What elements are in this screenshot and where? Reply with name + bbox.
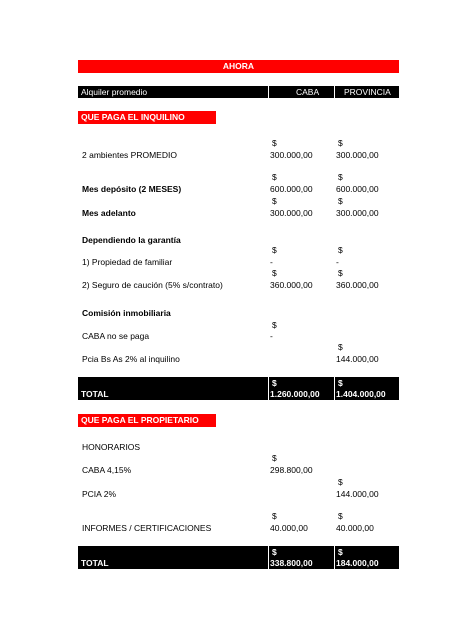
caba-value: 600.000,00	[270, 184, 313, 194]
caba-value: 300.000,00	[270, 208, 313, 218]
column-separator	[334, 86, 335, 98]
provincia-currency: $	[338, 342, 343, 352]
provincia-value: 300.000,00	[336, 208, 379, 218]
provincia-value: -	[336, 257, 339, 267]
column-separator	[268, 86, 269, 98]
row-label-seguro: 2) Seguro de caución (5% s/contrato)	[82, 280, 223, 290]
provincia-currency: $	[338, 511, 343, 521]
column-separator	[334, 546, 335, 569]
provincia-currency: $	[338, 138, 343, 148]
provincia-value: 144.000,00	[336, 354, 379, 364]
caba-total-value: 1.260.000,00	[270, 389, 320, 399]
caba-total-currency: $	[272, 378, 277, 388]
column-label: Alquiler promedio	[81, 87, 148, 97]
column-provincia: PROVINCIA	[344, 87, 391, 97]
total-label: TOTAL	[81, 558, 109, 568]
section-title-propietario: QUE PAGA EL PROPIETARIO	[78, 414, 216, 427]
caba-value: 360.000,00	[270, 280, 313, 290]
column-header-bar	[78, 86, 399, 98]
provincia-total-value: 1.404.000,00	[336, 389, 386, 399]
header-title: AHORA	[222, 61, 255, 71]
heading-comision: Comisión inmobiliaria	[82, 308, 171, 318]
section-title-inquilino: QUE PAGA EL INQUILINO	[78, 111, 216, 124]
caba-currency: $	[272, 138, 277, 148]
provincia-value: 360.000,00	[336, 280, 379, 290]
total-bar-inquilino	[78, 377, 399, 400]
provincia-currency: $	[338, 268, 343, 278]
provincia-currency: $	[338, 245, 343, 255]
caba-value: -	[270, 331, 273, 341]
column-separator	[268, 546, 269, 569]
caba-currency: $	[272, 172, 277, 182]
caba-total-currency: $	[272, 547, 277, 557]
column-caba: CABA	[296, 87, 320, 97]
caba-value: 298.800,00	[270, 465, 313, 475]
provincia-value: 144.000,00	[336, 489, 379, 499]
column-separator	[334, 377, 335, 400]
heading-garantia: Dependiendo la garantía	[82, 235, 181, 245]
column-separator	[268, 377, 269, 400]
heading-honorarios: HONORARIOS	[82, 442, 141, 452]
provincia-total-currency: $	[338, 547, 343, 557]
caba-value: -	[270, 257, 273, 267]
caba-currency: $	[272, 320, 277, 330]
provincia-total-currency: $	[338, 378, 343, 388]
caba-currency: $	[272, 245, 277, 255]
provincia-currency: $	[338, 196, 343, 206]
row-label-caba-no: CABA no se paga	[82, 331, 150, 341]
provincia-value: 40.000,00	[336, 523, 374, 533]
provincia-total-value: 184.000,00	[336, 558, 379, 568]
caba-value: 300.000,00	[270, 150, 313, 160]
caba-total-value: 338.800,00	[270, 558, 313, 568]
row-label-propiedad: 1) Propiedad de familiar	[82, 257, 173, 267]
total-label: TOTAL	[81, 389, 109, 399]
caba-currency: $	[272, 196, 277, 206]
header-bar	[78, 60, 399, 73]
provincia-value: 300.000,00	[336, 150, 379, 160]
row-label-ambientes: 2 ambientes PROMEDIO	[82, 150, 177, 160]
row-label-caba-prop: CABA 4,15%	[82, 465, 132, 475]
row-label-adelanto: Mes adelanto	[82, 208, 136, 218]
provincia-currency: $	[338, 477, 343, 487]
caba-currency: $	[272, 511, 277, 521]
row-label-pcia: Pcia Bs As 2% al inquilino	[82, 354, 180, 364]
total-bar-propietario	[78, 546, 399, 569]
row-label-pcia-prop: PCIA 2%	[82, 489, 117, 499]
provincia-value: 600.000,00	[336, 184, 379, 194]
provincia-currency: $	[338, 172, 343, 182]
caba-currency: $	[272, 453, 277, 463]
caba-value: 40.000,00	[270, 523, 308, 533]
caba-currency: $	[272, 268, 277, 278]
row-label-informes: INFORMES / CERTIFICACIONES	[82, 523, 212, 533]
row-label-deposito: Mes depósito (2 MESES)	[82, 184, 182, 194]
